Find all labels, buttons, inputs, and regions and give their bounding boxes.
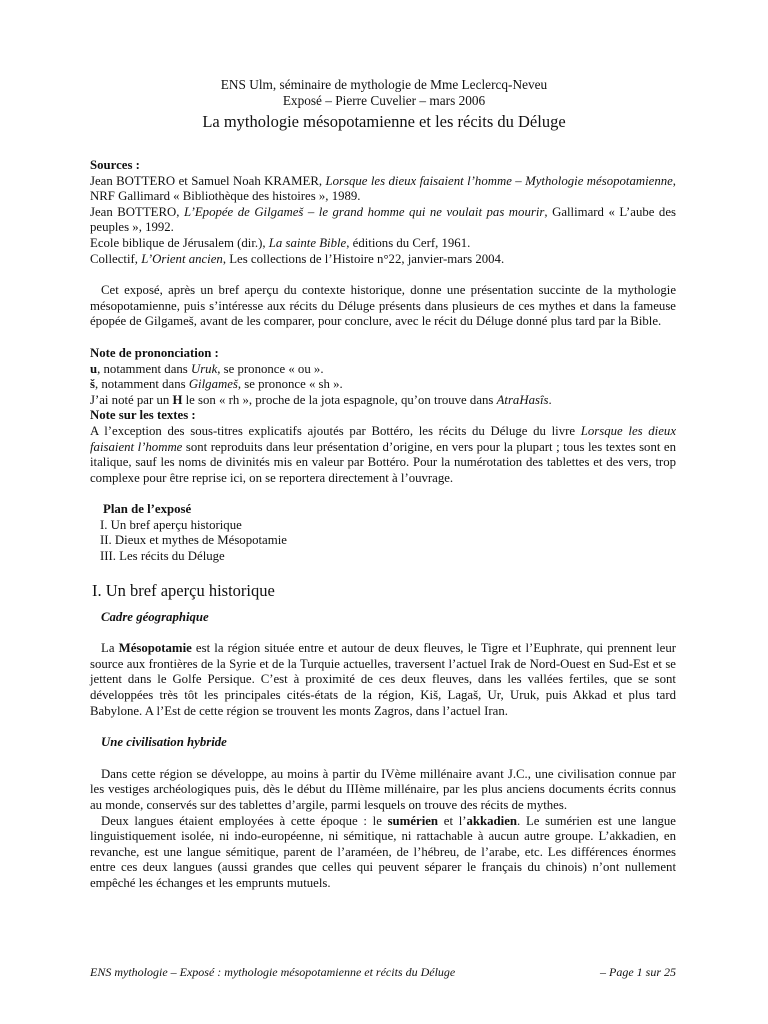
source-entry: Ecole biblique de Jérusalem (dir.), La sainte Bible, éditions du Cerf, 1961. [90, 235, 471, 250]
plan-item: I. Un bref aperçu historique [100, 517, 242, 532]
subsection-civilisation-hybride: Une civilisation hybride [101, 735, 227, 750]
languages-paragraph: Deux langues étaient employées à cette époque : le sumérien et l’akkadien. Le sumérien est une langue linguistiquement isolée, ni indo-européenne, ni sémitique, ni rattachable à aucun autre groupe. L’akkadien, en revanche, est une langue sémitique, parent de l’araméen, de l’hébreu, de l’arabe, etc. Les différences énormes entre ces deux langues (aussi grandes que celles qui peuvent séparer le français du chinois) n’ont nullement empêché les échanges et les emprunts mutuels. [90, 813, 676, 890]
page-number: – Page 1 sur 25 [600, 965, 676, 979]
civilisation-paragraph: Dans cette région se développe, au moins à partir du IVème millénaire avant J.C., une civilisation connue par les vestiges archéologiques puis, dès le début du IIIème millénaire, par les plus anciens documents écrits connus au monde, conservés sur des tablettes d’argile, parmi lesquels on trouve des récits de mythes. [90, 766, 676, 812]
pronunciation-h: J’ai noté par un H le son « rh », proche de la jota espagnole, qu’on trouve dans AtraHasîs. [90, 392, 552, 407]
plan-item: II. Dieux et mythes de Mésopotamie [100, 533, 287, 548]
subsection-cadre-geographique: Cadre géographique [101, 609, 209, 624]
plan-heading: Plan de l’exposé [103, 502, 192, 517]
sources-heading: Sources : [90, 158, 140, 172]
header-line-2: Exposé – Pierre Cuvelier – mars 2006 [282, 93, 486, 108]
sources-block [90, 158, 676, 267]
plan-item: III. Les récits du Déluge [100, 549, 225, 564]
pronunciation-sh: š, notamment dans Gilgameš, se prononce « sh ». [90, 377, 343, 392]
plan-block [90, 502, 676, 564]
document-body [90, 158, 676, 892]
pronunciation-u: u, notamment dans Uruk, se prononce « ou ». [90, 361, 324, 376]
page-footer [90, 965, 676, 979]
section-1-title: I. Un bref aperçu historique [92, 580, 275, 600]
texts-paragraph: A l’exception des sous-titres explicatifs ajoutés par Bottéro, les récits du Déluge du livre Lorsque les dieux faisaient l’homme sont reproduits dans leur présentation d’origine, en vers pour la plupart ; tous les textes sont en italique, sauf les noms de divinités mis en valeur par Bottéro. Pour la numérotation des tablettes et des vers, trop complexe pour être reprise ici, on se reportera directement à l’ouvrage. [90, 423, 676, 485]
texts-note [90, 408, 676, 486]
intro-paragraph: Cet exposé, après un bref aperçu du contexte historique, donne une présentation succinte de la mythologie mésopotamienne, puis s’intéresse aux récits du Déluge présents dans plusieurs de ces mythes et dans la fameuse épopée de Gilgameš, avant de les comparer, pour conclure, avec le récit du Déluge donné plus tard par la Bible. [90, 283, 676, 329]
mesopotamia-paragraph: La Mésopotamie est la région située entre et autour de deux fleuves, le Tigre et l’Euphrate, qui prennent leur source aux frontières de la Syrie et de la Turquie actuelles, traversent l’actuel Irak de Nord-Ouest en Sud-Est et se jettent dans le Golfe Persique. C’est à proximité de ces deux fleuves, dans les vallées fertiles, que se sont développées très tôt les principales cités-états de la région, Kiš, Lagaš, Ur, Uruk, puis Akkad et plus tard Babylone. A l’Est de cette région se trouvent les monts Zagros, dans l’actuel Iran. [90, 641, 676, 718]
source-entry: Jean BOTTERO, L’Epopée de Gilgameš – le grand homme qui ne voulait pas mourir, Gallimard « L’aube des peuples », 1992. [90, 204, 676, 235]
pronunciation-heading: Note de prononciation : [90, 345, 219, 360]
texts-heading: Note sur les textes : [90, 408, 196, 423]
source-entry: Jean BOTTERO et Samuel Noah KRAMER, Lorsque les dieux faisaient l’homme – Mythologie mésopotamienne, NRF Gallimard « Bibliothèque des histoires », 1989. [90, 173, 676, 204]
header-line-1: ENS Ulm, séminaire de mythologie de Mme Leclercq-Neveu [220, 77, 548, 92]
document-header [0, 77, 768, 132]
footer-title: ENS mythologie – Exposé : mythologie mésopotamienne et récits du Déluge [90, 965, 456, 979]
pronunciation-note [90, 346, 676, 408]
source-entry: Collectif, L’Orient ancien, Les collections de l’Histoire n°22, janvier-mars 2004. [90, 251, 505, 266]
document-title: La mythologie mésopotamienne et les récits du Déluge [202, 112, 566, 131]
